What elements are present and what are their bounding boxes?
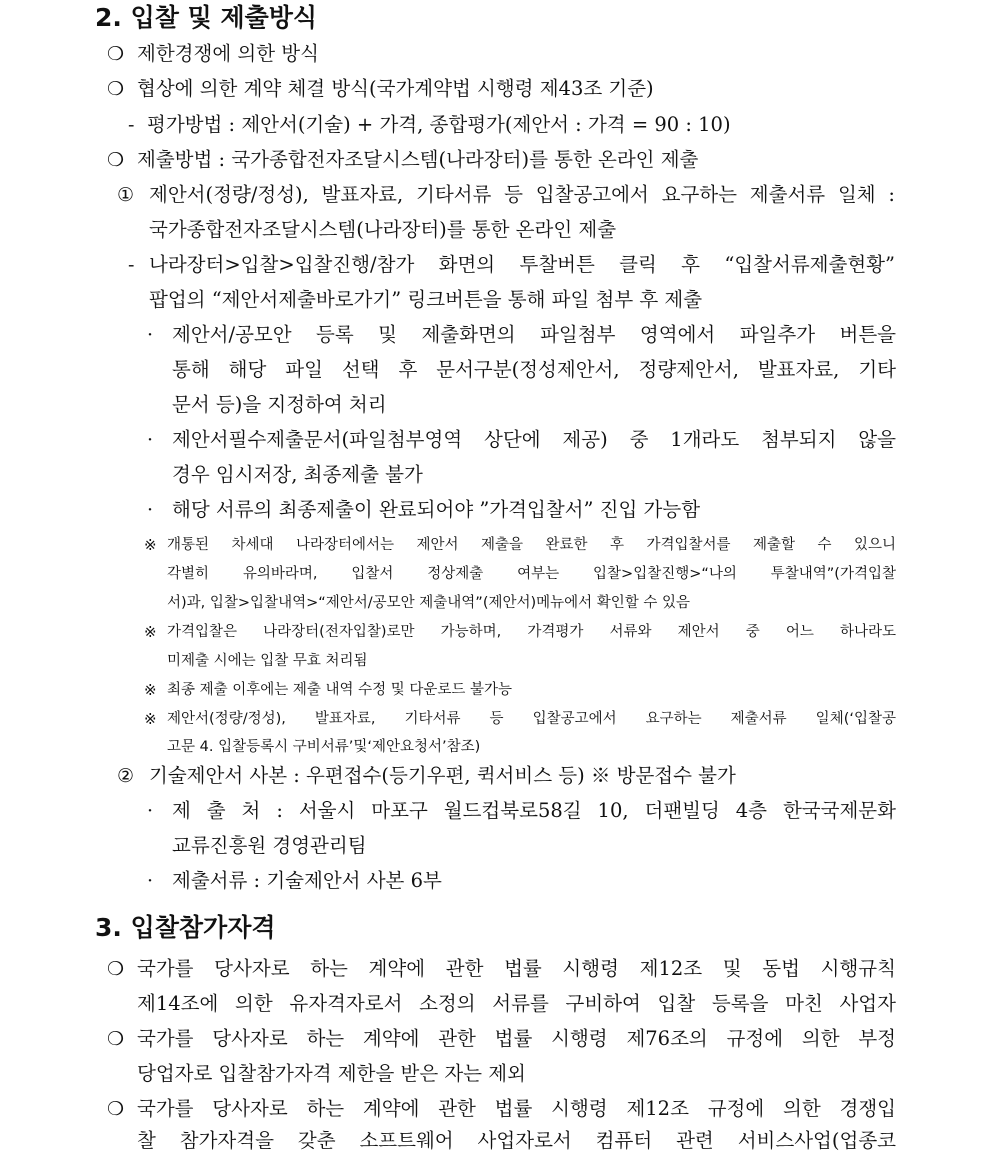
bullet-1-line-1: 제안서/공모안 등록 및 제출화면의 파일첨부 영역에서 파일추가 버튼을 <box>172 323 896 346</box>
circled-number-1-icon: ① <box>117 184 135 206</box>
circle-bullet-icon: ❍ <box>107 958 125 980</box>
bullet-2-line-1: 제안서필수제출문서(파일첨부영역 상단에 제공) 중 1개라도 첨부되지 않을 <box>172 428 896 451</box>
sub1-dash-line-2: 팝업의 “제안서제출바로가기” 링크버튼을 통해 파일 첨부 후 제출 <box>149 288 703 311</box>
sub2-bullet-1-line-2: 교류진흥원 경영관리팀 <box>172 834 367 857</box>
note-4-line-1: 제안서(정량/정성), 발표자료, 기타서류 등 입찰공고에서 요구하는 제출서류 일체(‘입찰공 <box>167 711 896 727</box>
sub2-bullet-2-line-1: 제출서류 : 기술제안서 사본 6부 <box>172 869 442 892</box>
method-item-2: 협상에 의한 계약 체결 방식(국가계약법 시행령 제43조 기준) <box>137 77 654 100</box>
reference-mark-icon: ※ <box>144 623 157 641</box>
note-1-line-1: 개통된 차세대 나라장터에서는 제안서 제출을 완료한 후 가격입찰서를 제출할 수 있으니 <box>167 537 896 553</box>
middle-dot-bullet-icon: · <box>147 499 154 521</box>
note-2-line-1: 가격입찰은 나라장터(전자입찰)로만 가능하며, 가격평가 서류와 제안서 중 어느 하나라도 <box>167 624 896 640</box>
bullet-1-line-3: 문서 등)을 지정하여 처리 <box>172 393 387 416</box>
bullet-1-line-2: 통해 해당 파일 선택 후 문서구분(정성제안서, 정량제안서, 발표자료, 기타 <box>172 358 896 381</box>
note-2-line-2: 미제출 시에는 입찰 무효 처리됨 <box>167 653 368 669</box>
circle-bullet-icon: ❍ <box>107 1098 125 1120</box>
circle-bullet-icon: ❍ <box>107 149 125 171</box>
reference-mark-icon: ※ <box>144 681 157 699</box>
qualification-1-line-1: 국가를 당사자로 하는 계약에 관한 법률 시행령 제12조 및 동법 시행규칙 <box>137 957 896 980</box>
section-2-heading: 2. 입찰 및 제출방식 <box>95 3 318 32</box>
note-4-line-2: 고문 4. 입찰등록시 구비서류’및‘제안요청서’참조) <box>167 739 481 755</box>
bullet-2-line-2: 경우 임시저장, 최종제출 불가 <box>172 463 423 486</box>
sub2-text: 기술제안서 사본 : 우편접수(등기우편, 퀵서비스 등) ※ 방문접수 불가 <box>149 764 736 787</box>
method-item-3: 제출방법 : 국가종합전자조달시스템(나라장터)를 통한 온라인 제출 <box>137 148 699 171</box>
qualification-3-line-1: 국가를 당사자로 하는 계약에 관한 법률 시행령 제12조 규정에 의한 경쟁입 <box>137 1097 896 1120</box>
note-1-line-3: 서)과, 입찰>입찰내역>“제안서/공모안 제출내역”(제안서)메뉴에서 확인할 수 있음 <box>167 595 691 611</box>
circle-bullet-icon: ❍ <box>107 43 125 65</box>
middle-dot-bullet-icon: · <box>147 429 154 451</box>
circle-bullet-icon: ❍ <box>107 78 125 100</box>
sub1-line-1: 제안서(정량/정성), 발표자료, 기타서류 등 입찰공고에서 요구하는 제출서류 일체 : <box>149 183 895 206</box>
note-3-line-1: 최종 제출 이후에는 제출 내역 수정 및 다운로드 불가능 <box>167 682 513 698</box>
middle-dot-bullet-icon: · <box>147 870 154 892</box>
qualification-1-line-2: 제14조에 의한 유자격자로서 소정의 서류를 구비하여 입찰 등록을 마친 사업자 <box>137 992 896 1015</box>
qualification-2-line-1: 국가를 당사자로 하는 계약에 관한 법률 시행령 제76조의 규정에 의한 부정 <box>137 1027 896 1050</box>
reference-mark-icon: ※ <box>144 710 157 728</box>
sub2-bullet-1-line-1: 제 출 처 : 서울시 마포구 월드컵북로58길 10, 더팬빌딩 4층 한국국제문화 <box>172 799 896 822</box>
method-item-1: 제한경쟁에 의한 방식 <box>137 42 319 65</box>
qualification-2-line-2: 당업자로 입찰참가자격 제한을 받은 자는 제외 <box>137 1062 526 1085</box>
dash-bullet-icon: - <box>128 254 135 276</box>
section-3-heading: 3. 입찰참가자격 <box>95 913 276 942</box>
circled-number-2-icon: ② <box>117 765 135 787</box>
qualification-3-line-2: 찰 참가자격을 갖춘 소프트웨어 사업자로서 컴퓨터 관련 서비스사업(업종코 <box>137 1129 896 1152</box>
dash-bullet-icon: - <box>128 114 135 136</box>
reference-mark-icon: ※ <box>144 536 157 554</box>
middle-dot-bullet-icon: · <box>147 800 154 822</box>
sub1-dash-line-1: 나라장터>입찰>입찰진행/참가 화면의 투찰버튼 클릭 후 “입찰서류제출현황” <box>149 253 895 276</box>
circle-bullet-icon: ❍ <box>107 1028 125 1050</box>
evaluation-method: 평가방법 : 제안서(기술) + 가격, 종합평가(제안서 : 가격 = 90 : 10) <box>147 113 731 136</box>
note-1-line-2: 각별히 유의바라며, 입찰서 정상제출 여부는 입찰>입찰진행>“나의 투찰내역”(가격입찰 <box>167 566 896 582</box>
sub1-line-2: 국가종합전자조달시스템(나라장터)를 통한 온라인 제출 <box>149 218 617 241</box>
middle-dot-bullet-icon: · <box>147 324 154 346</box>
bullet-3-line-1: 해당 서류의 최종제출이 완료되어야 ”가격입찰서” 진입 가능함 <box>172 498 701 521</box>
